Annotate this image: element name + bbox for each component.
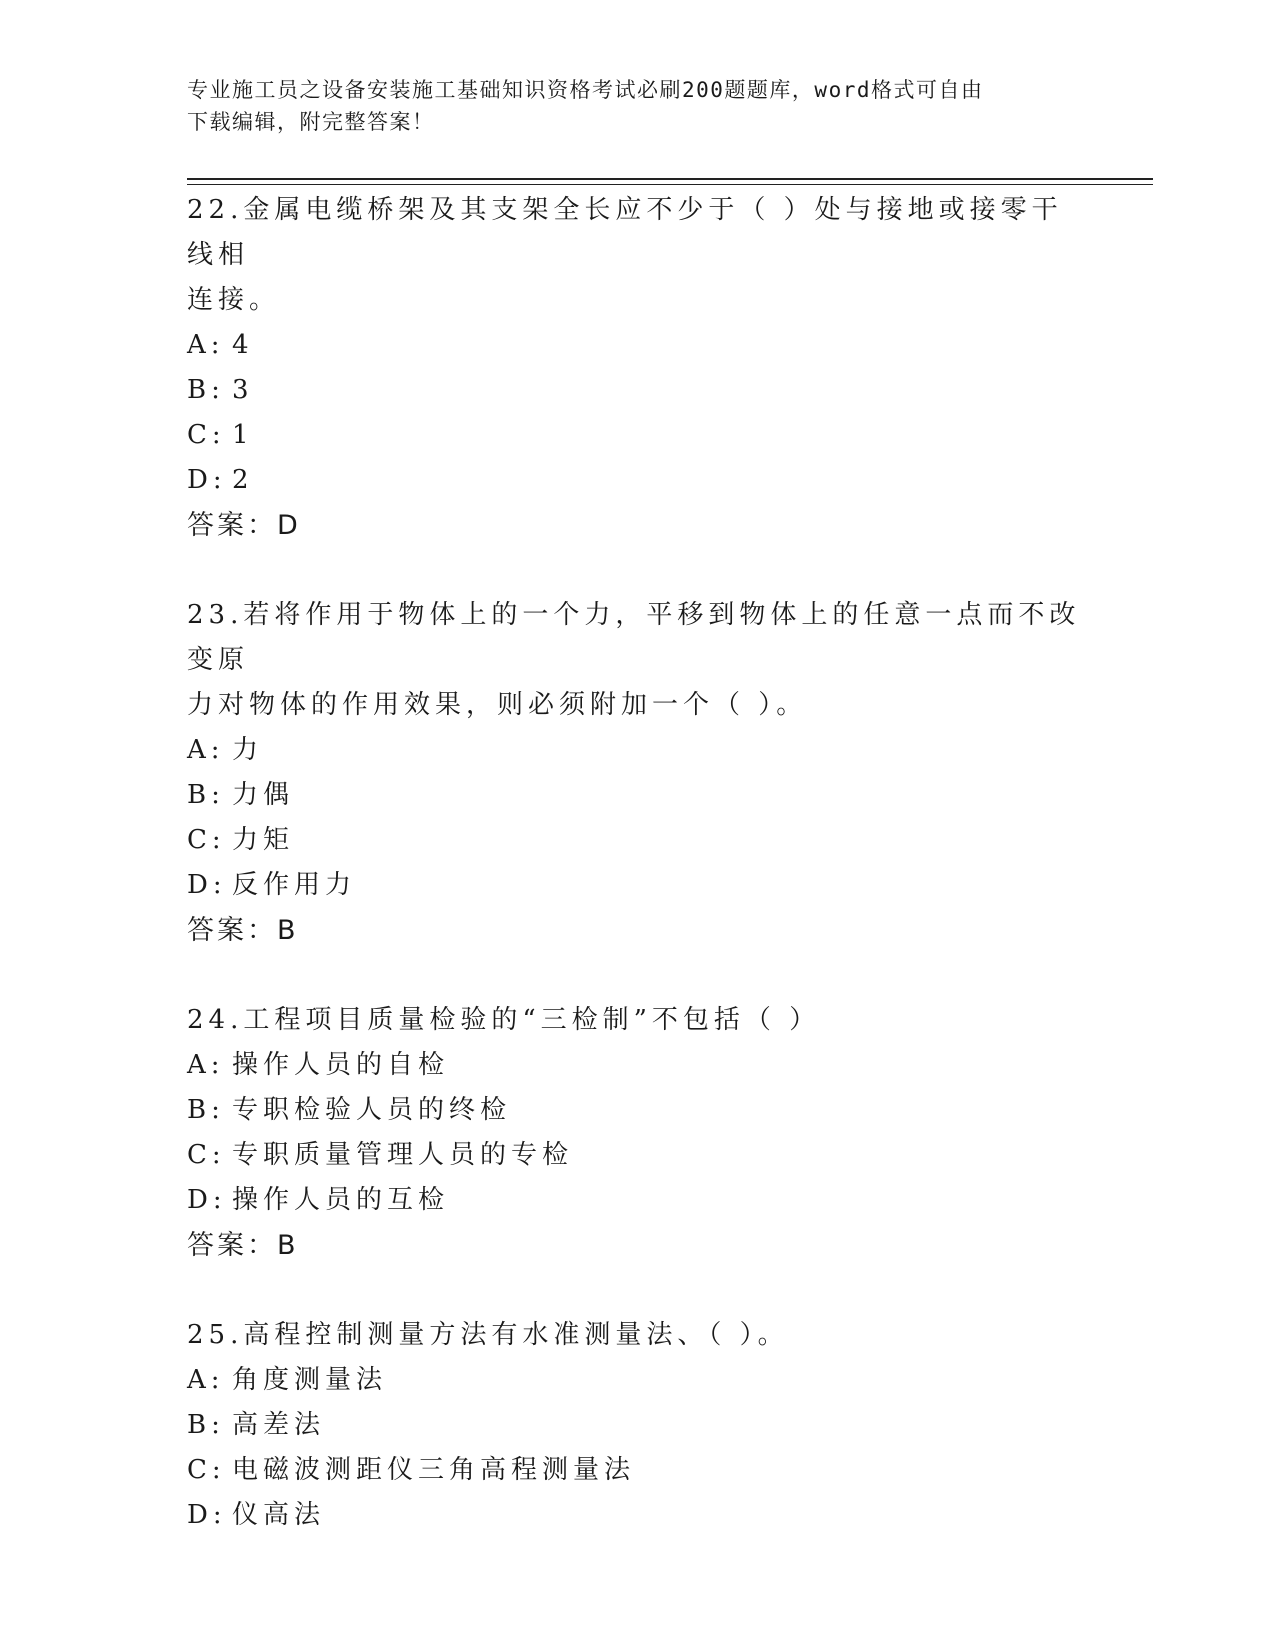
option-value: 专职质量管理人员的专检 (232, 1140, 574, 1170)
option-key: D: (187, 870, 227, 900)
option-key: A: (187, 1050, 225, 1080)
answer: 答案：B (187, 1230, 299, 1261)
option-d (187, 863, 1087, 908)
option-key: D: (187, 1500, 227, 1530)
option-key: B: (187, 1410, 225, 1440)
option-key: A: (187, 1365, 225, 1395)
option-value: 操作人员的互检 (232, 1185, 450, 1215)
header-divider-top (187, 178, 1153, 180)
option-b (187, 1088, 1087, 1133)
option-value: 力矩 (232, 825, 295, 855)
question-text-continued: 力对物体的作用效果，则必须附加一个（ ）。 (187, 690, 808, 720)
question-text: 23.若将作用于物体上的一个力，平移到物体上的任意一点而不改变原 (187, 600, 1081, 675)
option-value: 高差法 (232, 1410, 326, 1440)
option-key: B: (187, 780, 225, 810)
option-value: 操作人员的自检 (232, 1050, 450, 1080)
option-value: 专职检验人员的终检 (232, 1095, 512, 1125)
option-value: 3 (232, 375, 254, 405)
option-c (187, 1448, 1087, 1493)
question-22 (187, 188, 1087, 548)
option-value: 反作用力 (232, 870, 357, 900)
question-23 (187, 593, 1087, 953)
option-a (187, 323, 1087, 368)
option-a (187, 728, 1087, 773)
option-d (187, 1493, 1087, 1538)
question-text: 24.工程项目质量检验的“三检制”不包括（ ） (187, 1005, 821, 1035)
option-c (187, 413, 1087, 458)
option-c (187, 818, 1087, 863)
question-24 (187, 998, 1087, 1268)
question-text-continued: 连接。 (187, 285, 281, 315)
option-value: 4 (232, 330, 254, 360)
answer: 答案：B (187, 915, 299, 946)
option-value: 1 (232, 420, 254, 450)
option-key: D: (187, 1185, 227, 1215)
option-key: C: (187, 825, 226, 855)
option-b (187, 1403, 1087, 1448)
option-b (187, 368, 1087, 413)
question-list (187, 188, 1087, 1538)
option-key: A: (187, 330, 225, 360)
option-d (187, 1178, 1087, 1223)
option-value: 电磁波测距仪三角高程测量法 (232, 1455, 636, 1485)
question-text: 22.金属电缆桥架及其支架全长应不少于（ ）处与接地或接零干线相 (187, 195, 1063, 270)
option-value: 角度测量法 (232, 1365, 388, 1395)
header-line-1: 专业施工员之设备安装施工基础知识资格考试必刷200题题库，word格式可自由 (187, 78, 984, 102)
option-value: 力偶 (232, 780, 295, 810)
header-divider-bottom (187, 184, 1153, 185)
option-a (187, 1358, 1087, 1403)
option-a (187, 1043, 1087, 1088)
answer: 答案：D (187, 510, 301, 541)
option-value: 力 (232, 735, 264, 765)
option-d (187, 458, 1087, 503)
option-c (187, 1133, 1087, 1178)
option-b (187, 773, 1087, 818)
option-key: C: (187, 1140, 226, 1170)
option-key: D: (187, 465, 227, 495)
option-value: 仪高法 (232, 1500, 326, 1530)
question-25 (187, 1313, 1087, 1538)
header-line-2: 下载编辑，附完整答案！ (187, 110, 435, 134)
document-header (187, 74, 1067, 138)
question-text: 25.高程控制测量方法有水准测量法、（ ）。 (187, 1320, 789, 1350)
option-key: C: (187, 420, 226, 450)
option-key: C: (187, 1455, 226, 1485)
option-key: A: (187, 735, 225, 765)
option-key: B: (187, 1095, 225, 1125)
option-value: 2 (232, 465, 254, 495)
option-key: B: (187, 375, 225, 405)
